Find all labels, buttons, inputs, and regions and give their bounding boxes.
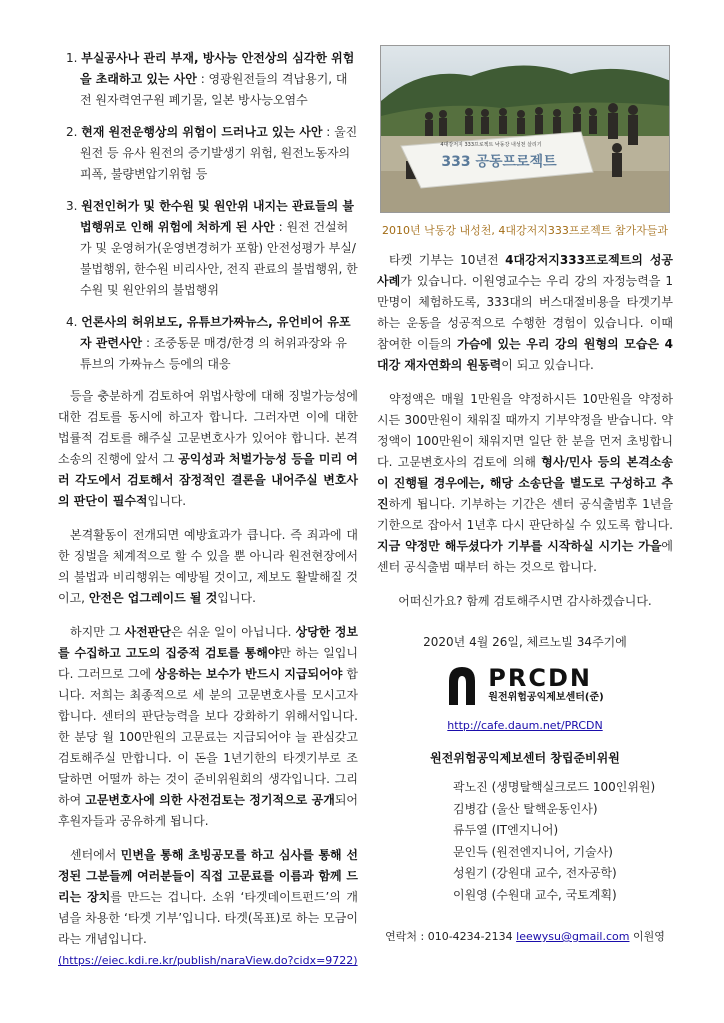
logo-title: PRCDN <box>488 664 592 692</box>
banner-small-text: 4대강저지 333프로젝트 낙동강 내성천 살리기 <box>440 142 542 148</box>
list-item: 성원기 (강원대 교수, 전자공학) <box>453 866 617 880</box>
list-item: 4. 언론사의 허위보도, 유튜브가짜뉴스, 유언비어 유포자 관련사안 : 조중동문 매경/한경 의 허위과장와 유튜브의 가짜뉴스 등에의 대응 <box>66 315 351 371</box>
list-item: 1. 부실공사나 관리 부재, 방사능 안전상의 심각한 위험을 초래하고 있는 사안 : 영광원전들의 격납용기, 대전 원자력연구원 폐기물, 일본 방사능오염수 <box>66 51 355 107</box>
list-item: 류두열 (IT엔지니어) <box>453 823 559 837</box>
banner-text: 333 공동프로젝트 <box>441 154 557 170</box>
logo-subtitle: 원전위험공익제보센터(준) <box>488 692 604 703</box>
list-item: 곽노진 (생명탈핵실크로드 100인위원) <box>453 780 656 794</box>
photo-caption: 2010년 낙동강 내성천, 4대강저지333프로젝트 참가자들과 <box>382 224 668 237</box>
paragraph-pledge: 약정액은 매월 1만원을 약정하시든 10만원을 약정하시든 300만원이 채워질 때까지 기부약정을 받습니다. 약정액이 100만원이 채워지면 일단 한 분을 먼저 초빙합니다. 고문변호사의 검토에 의해 형사/민사 등의 본격소송이 진행될 경우에는, 해당 소송단을 별도로 구성하고 추진하게 됩니다. 기부하는 기간은 센터 공식출범후 1년을 기한으로 잡아서 1년후 다시 판단하실 수 있도록 합니다. 지금 약정만 해두셨다가 기부를 시작하실 시기는 가을에 센터 공식출범 때부터 하는 것으로 합니다. <box>377 392 673 574</box>
list-item: 2. 현재 원전운행상의 위험이 드러나고 있는 사안 : 울진원전 등 유사 원전의 증기발생기 위험, 원전노동자의 피폭, 불량변압기위험 등 <box>66 125 358 181</box>
issue-list <box>58 48 358 375</box>
reference-link[interactable]: (https://eiec.kdi.re.kr/publish/naraView.do?cidx=9722) <box>58 954 358 967</box>
list-item: 문인득 (원전엔지니어, 기술사) <box>453 844 613 859</box>
cafe-link[interactable]: http://cafe.daum.net/PRCDN <box>447 719 603 732</box>
list-item: 3. 원전인허가 및 한수원 및 원안위 내지는 관료들의 불법행위로 인해 위험에 처하게 된 사안 : 원전 건설허가 및 운영허가(운영변경허가 포함) 안전성평가 부실/불법행위, 한수원 비리사안, 전직 관료의 불법행위, 한수원 및 원안위의 불법행위 <box>66 199 358 297</box>
committee-title: 원전위험공익제보센터 창립준비위원 <box>430 751 620 765</box>
closing-text: 어떠신가요? 함께 검토해주시면 감사하겠습니다. <box>398 594 652 608</box>
paragraph-prevention: 본격활동이 전개되면 예방효과가 큽니다. 즉 죄과에 대한 징벌을 체계적으로 할 수 있을 뿐 아니라 원전현장에서의 불법과 비리행위는 예방될 것이고, 제보도 활발해질 것이고, 안전은 업그레이드 될 것입니다. <box>58 528 358 605</box>
paragraph-target-donation: 센터에서 민변을 통해 초빙공모를 하고 심사를 통해 선정된 그분들께 여러분들이 직접 고문료를 이름과 함께 드리는 장치를 만드는 겁니다. 소위 ‘타겟데이트펀드’의 개념을 차용한 ‘타겟 기부’입니다. 타겟(목표)로 하는 모금이라는 개념입니다. (https://eiec.kdi.re.kr/publish/naraView.do?cidx=9722) <box>58 848 358 967</box>
list-item: 이원영 (수원대 교수, 국토계획) <box>453 887 617 902</box>
paragraph-advisor-fee: 하지만 그 사전판단은 쉬운 일이 아닙니다. 상당한 정보를 수집하고 고도의 집중적 검토를 통해야만 하는 일입니다. 그러므로 그에 상응하는 보수가 반드시 지급되어야 합니다. 저희는 최종적으로 세 분의 고문변호사를 모시고자 합니다. 센터의 판단능력을 보다 강화하기 위해서입니다. 한 분당 월 100만원의 고문료는 지급되어야 늘 관심갖고 검토해주실 만합니다. 이 돈을 1년기한의 타겟기부로 조달하면 어떨까 하는 것이 준비위원회의 생각입니다. 그리하여 고문변호사에 의한 사전검토는 정기적으로 공개되어 후원자들과 공유하게 됩니다. <box>58 625 358 828</box>
left-column <box>58 0 358 971</box>
prcdn-logo-icon <box>446 665 478 705</box>
paragraph-333-project: 타켓 기부는 10년전 4대강저지333프로젝트의 성공사례가 있습니다. 이원영교수는 우리 강의 자정능력을 1만명이 체험하도록, 333대의 버스대절비용을 타겟기부하는 운동을 성공적으로 수행한 경험이 있습니다. 이때 참여한 이들의 가슴에 있는 우리 강의 원형의 모습은 4대강 재자연화의 원동력이 되고 있습니다. <box>377 253 674 372</box>
cafe-link-row <box>377 715 673 736</box>
paragraph-legal-review: 등을 충분하게 검토하여 위법사항에 대해 징벌가능성에 대한 검토를 동시에 하고자 합니다. 그러자면 이에 대한 법률적 검토를 해주실 고문변호사가 있어야 합니다. 본격소송의 진행에 앞서 그 공익성과 처벌가능성 등을 미리 여러 각도에서 검토해서 잠정적인 결론을 내어주실 변호사의 판단이 필수적입니다. <box>58 389 358 508</box>
prcdn-logo <box>377 665 673 705</box>
member-list <box>377 777 673 906</box>
right-column <box>377 0 673 947</box>
date-line: 2020년 4월 26일, 체르노빌 34주기에 <box>423 635 627 649</box>
contact-email[interactable]: leewysu@gmail.com <box>516 930 630 943</box>
list-item: 김병갑 (울산 탈핵운동인사) <box>453 801 598 816</box>
contact-line: 연락처 : 010-4234-2134 leewysu@gmail.com 이원영 <box>385 930 665 943</box>
